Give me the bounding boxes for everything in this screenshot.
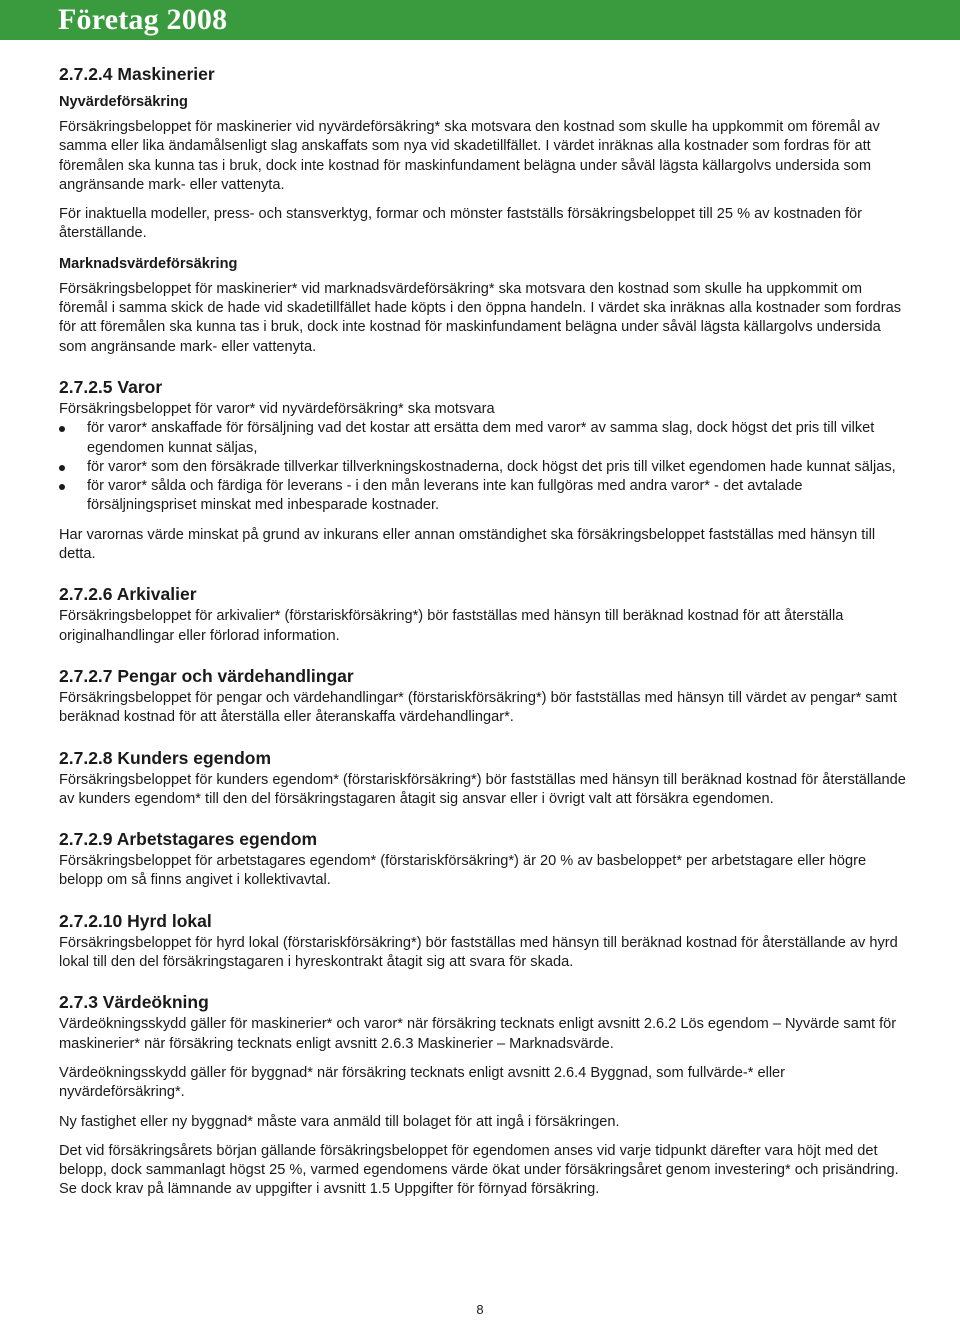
paragraph: Värdeökningsskydd gäller för maskinerier* och varor* när försäkring tecknats enligt avsnitt 2.6.2 Lös egendom – Nyvärde samt för maskinerier* när försäkring tecknats enligt avsnitt 2.6.3 Maskinerier – Marknadsvärde. (59, 1016, 897, 1052)
subsection-heading: Nyvärdeförsäkring (59, 94, 188, 110)
section-heading: 2.7.2.4 Maskinerier (59, 64, 215, 84)
bullet-icon (59, 465, 65, 471)
document-body (59, 63, 909, 1200)
bullet-icon (59, 484, 65, 490)
section-arkivalier (59, 583, 909, 646)
paragraph: Försäkringsbeloppet för hyrd lokal (förstariskförsäkring*) bör fastställas med hänsyn till beräknad kostnad för återställande av hyrd lokal till den del försäkringstagaren i hyreskontrakt åtagit sig att svara för skada. (59, 934, 898, 971)
section-heading: 2.7.2.7 Pengar och värdehandlingar (59, 665, 354, 686)
page-number: 8 (476, 1302, 484, 1317)
list-item (59, 477, 909, 516)
list-item-text: för varor* som den försäkrade tillverkar tillverkningskostnaderna, dock högst det pris till vilket egendomen hade kunnat säljas, (87, 458, 896, 475)
paragraph: Har varornas värde minskat på grund av inkurans eller annan omständighet ska försäkringsbeloppet fastställas med hänsyn till detta. (59, 526, 876, 563)
section-heading: 2.7.2.8 Kunders egendom (59, 747, 272, 768)
paragraph: Försäkringsbeloppet för pengar och värdehandlingar* (förstariskförsäkring*) bör fastställas med hänsyn till värdet av pengar* samt beräknad kostnad för att återställa eller återanskaffa värdehandlingar*. (59, 689, 897, 726)
section-heading: 2.7.2.9 Arbetstagares egendom (59, 829, 318, 850)
paragraph: Försäkringsbeloppet för maskinerier vid nyvärdeförsäkring* ska motsvara den kostnad som skulle ha uppkommit om föremål av samma eller lika ändamålsenligt slag anskaffats som nya vid skadetillfället. I värdet inräknas alla kostnader som fordras för att föremålen ska kunna tas i bruk, dock inte kostnad för maskinfundament belägna under såväl lägsta källargolvs undersida som angränsande mark- eller vattenyta. (59, 119, 880, 193)
section-hyrd-lokal (59, 910, 909, 973)
list-item-text: för varor* sålda och färdiga för leverans - i den mån leverans inte kan fullgöras med andra varor* - det avtalade försäljningspriset minskat med inbesparade kostnader. (87, 478, 803, 514)
paragraph: Försäkringsbeloppet för varor* vid nyvärdeförsäkring* ska motsvara (59, 400, 495, 417)
list-item (59, 419, 909, 458)
bullet-list (59, 419, 909, 515)
section-vardeokning (59, 991, 909, 1199)
paragraph: Värdeökningsskydd gäller för byggnad* när försäkring tecknats enligt avsnitt 2.6.4 Byggnad, som fullvärde-* eller nyvärdeförsäkring*. (59, 1064, 786, 1101)
paragraph: Försäkringsbeloppet för arbetstagares egendom* (förstariskförsäkring*) är 20 % av basbeloppet* per arbetstagare eller högre belopp om så finns angivet i kollektivavtal. (59, 853, 867, 889)
section-varor (59, 376, 909, 564)
paragraph: Ny fastighet eller ny byggnad* måste vara anmäld till bolaget för att ingå i försäkringen. (59, 1113, 620, 1130)
paragraph: För inaktuella modeller, press- och stansverktyg, formar och mönster fastställs försäkringsbeloppet till 25 % av kostnaden för återställande. (59, 206, 863, 242)
section-heading: 2.7.3 Värdeökning (59, 992, 209, 1013)
paragraph: Det vid försäkringsårets början gällande försäkringsbeloppet för egendomen anses vid varje tidpunkt därefter vara höjt med det belopp, dock sammanlagt högst 25 %, varmed egendomens värde ökat under försäkringsåret genom investering* och prisändring. Se dock krav på lämnande av uppgifter i avsnitt 1.5 Uppgifter för förnyad försäkring. (59, 1142, 899, 1198)
section-pengar (59, 665, 909, 728)
paragraph: Försäkringsbeloppet för kunders egendom* (förstariskförsäkring*) bör fastställas med hänsyn till beräknad kostnad för återställande av kunders egendom* till den del försäkringstagaren åtagit sig ansvar eller i övrigt valt att försäkra egendomen. (59, 771, 906, 807)
subsection-heading: Marknadsvärdeförsäkring (59, 255, 238, 272)
section-arbetstagares-egendom (59, 828, 909, 891)
section-maskinerier (59, 63, 909, 357)
paragraph: Försäkringsbeloppet för arkivalier* (förstariskförsäkring*) bör fastställas med hänsyn till beräknad kostnad för att återställa originalhandlingar eller förlorad information. (59, 608, 844, 644)
section-kunders-egendom (59, 747, 909, 810)
section-heading: 2.7.2.6 Arkivalier (59, 584, 197, 605)
section-heading: 2.7.2.10 Hyrd lokal (59, 910, 212, 931)
header-banner (0, 0, 960, 40)
list-item-text: för varor* anskaffade för försäljning vad det kostar att ersätta dem med varor* av samma slag, dock högst det pris till vilket egendomen kunnat säljas, (87, 420, 875, 456)
bullet-icon (59, 426, 65, 432)
document-title: Företag 2008 (58, 3, 228, 36)
list-item (59, 458, 909, 477)
paragraph: Försäkringsbeloppet för maskinerier* vid marknadsvärdeförsäkring* ska motsvara den kostnad som skulle ha uppkommit om föremål i samma skick de hade vid skadetillfället hade köpts i den öppna handeln. I värdet ska inräknas alla kostnader som fordras för att föremålen ska kunna tas i bruk, dock inte kostnad för maskinfundament belägna under såväl lägsta källargolvs undersida som angränsande mark- eller vattenyta. (59, 280, 902, 355)
section-heading: 2.7.2.5 Varor (59, 376, 163, 397)
